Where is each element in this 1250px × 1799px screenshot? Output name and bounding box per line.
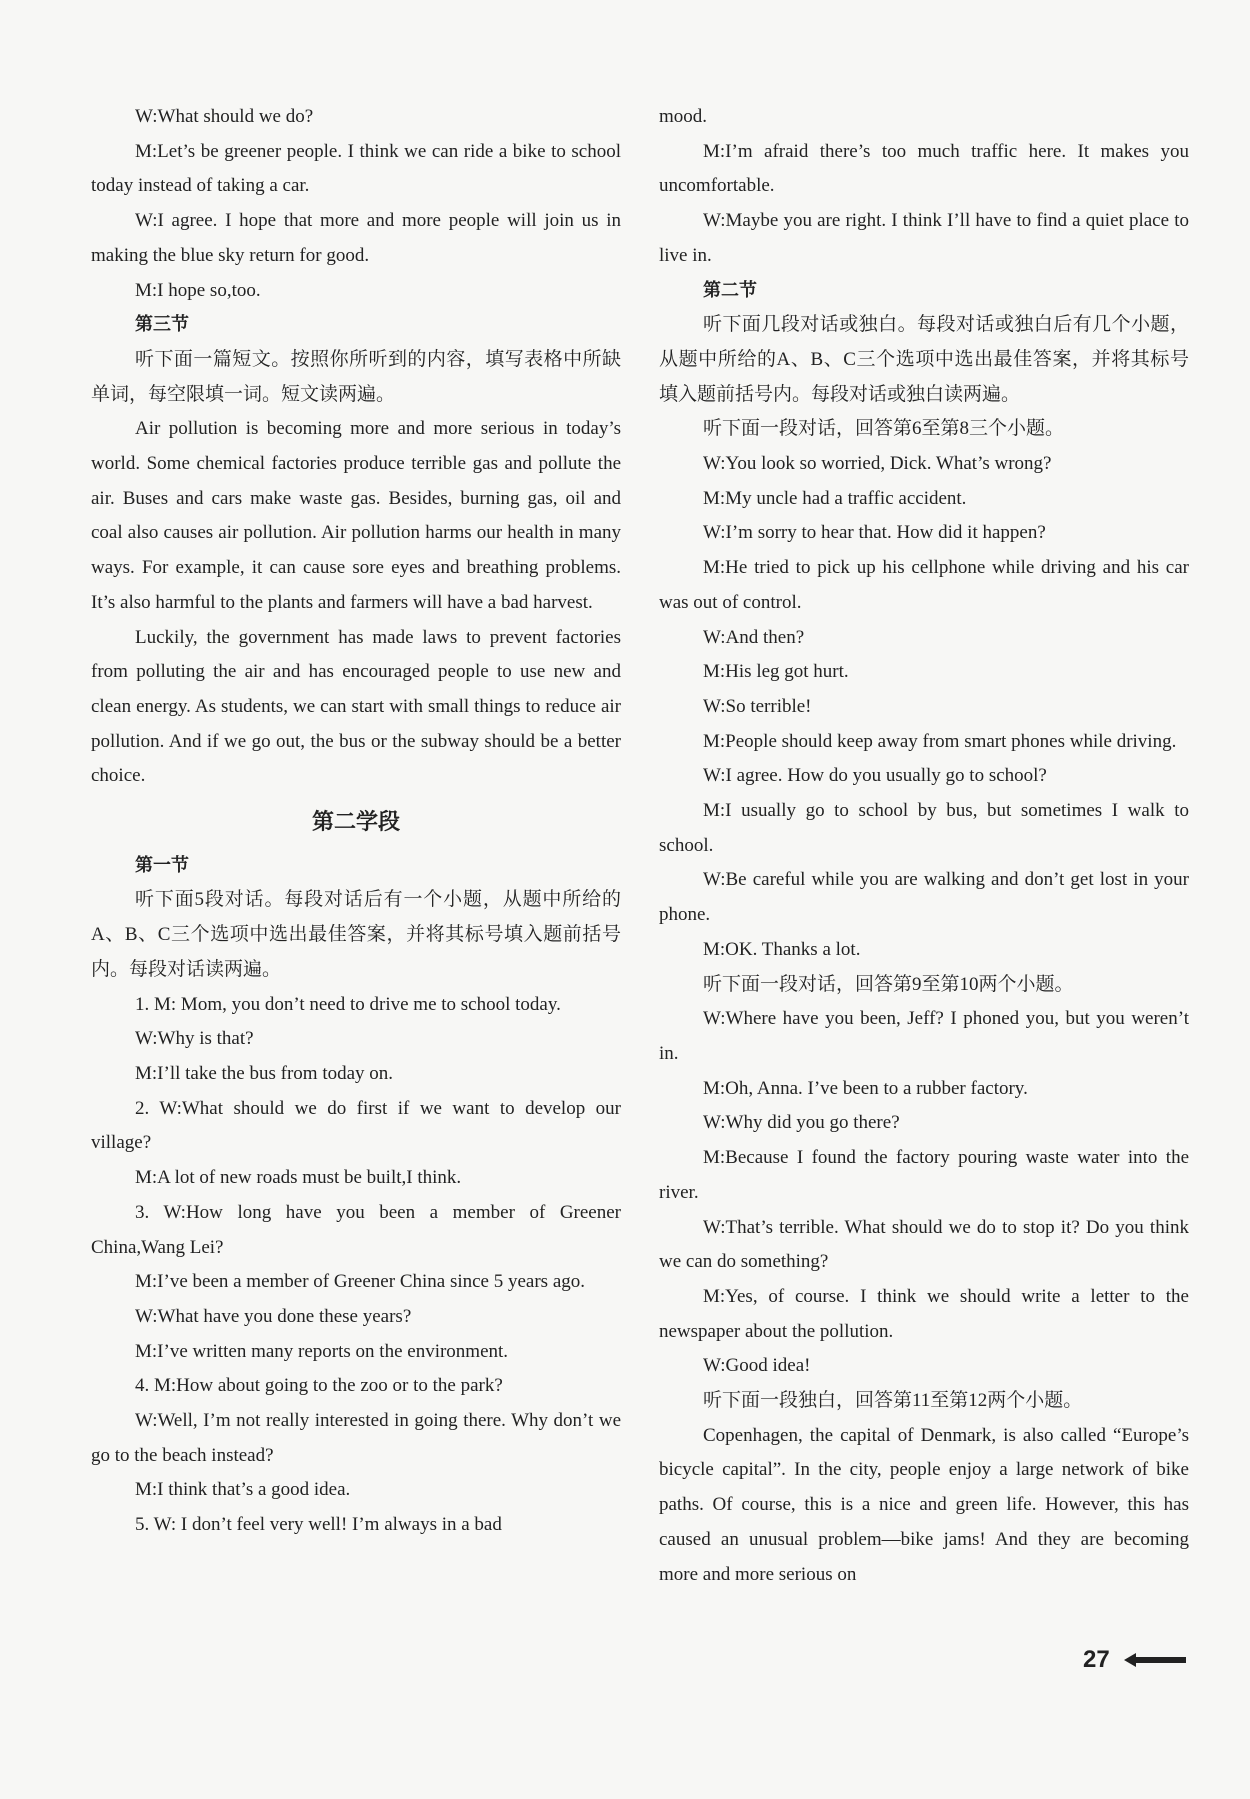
paragraph: W:Where have you been, Jeff? I phoned you, but you weren’t in.: [659, 1008, 1189, 1064]
paragraph: M:I hope so,too.: [135, 279, 261, 301]
paragraph: W:What have you done these years?: [135, 1305, 412, 1327]
section-heading: 第一节: [135, 854, 189, 876]
section-heading: 第二节: [703, 279, 757, 301]
paragraph: M:His leg got hurt.: [703, 661, 849, 683]
paragraph: 听下面一段对话，回答第6至第8三个小题。: [703, 418, 1065, 440]
paragraph: 听下面一段独白，回答第11至第12两个小题。: [703, 1390, 1083, 1412]
paragraph: M:People should keep away from smart phones while driving.: [703, 730, 1177, 752]
right-column: [659, 100, 1189, 1592]
paragraph: M:I’ve been a member of Greener China since 5 years ago.: [135, 1271, 586, 1293]
paragraph: mood.: [659, 106, 708, 127]
paragraph: W:Well, I’m not really interested in going there. Why don’t we go to the beach instead?: [91, 1410, 621, 1466]
paragraph: 听下面一段对话，回答第9至第10两个小题。: [703, 973, 1074, 995]
left-arrow-icon: [1124, 1653, 1186, 1667]
paragraph: M:I think that’s a good idea.: [135, 1479, 351, 1501]
paragraph: M:I usually go to school by bus, but sometimes I walk to school.: [659, 800, 1189, 856]
paragraph: 2. W:What should we do first if we want to develop our village?: [91, 1097, 621, 1154]
paragraph: W:I agree. I hope that more and more people will join us in making the blue sky return for good.: [91, 210, 621, 266]
paragraph: W:You look so worried, Dick. What’s wrong?: [703, 453, 1052, 475]
paragraph: M:A lot of new roads must be built,I think.: [135, 1167, 462, 1189]
paragraph: W:Why did you go there?: [703, 1112, 900, 1134]
page-number: 27: [1083, 1646, 1110, 1673]
paragraph: Copenhagen, the capital of Denmark, is also called “Europe’s bicycle capital”. In the city, people enjoy a large network of bike paths. Of course, this is a nice and green life. However, this has caused an unusual problem—bike jams! And they are becoming more and more serious on: [659, 1424, 1189, 1585]
paragraph: 4. M:How about going to the zoo or to the park?: [135, 1375, 503, 1397]
paragraph: M:Let’s be greener people. I think we can ride a bike to school today instead of taking a car.: [91, 140, 621, 197]
paragraph: W:I agree. How do you usually go to school?: [703, 765, 1047, 787]
paragraph: M:I’ll take the bus from today on.: [135, 1062, 394, 1084]
paragraph: M:Oh, Anna. I’ve been to a rubber factory.: [703, 1077, 1028, 1099]
paragraph: 听下面一篇短文。按照你所听到的内容，填写表格中所缺单词，每空限填一词。短文读两遍。: [91, 348, 621, 405]
paragraph: M:OK. Thanks a lot.: [703, 938, 861, 960]
paragraph: M:My uncle had a traffic accident.: [703, 487, 967, 509]
paragraph: M:I’ve written many reports on the environment.: [135, 1340, 509, 1362]
paragraph: W:I’m sorry to hear that. How did it happen?: [703, 522, 1046, 544]
paragraph: 5. W: I don’t feel very well! I’m always in a bad: [135, 1514, 502, 1536]
paragraph: M:Yes, of course. I think we should write a letter to the newspaper about the pollution.: [659, 1285, 1189, 1342]
paragraph: W:And then?: [703, 626, 805, 648]
paragraph: W:That’s terrible. What should we do to stop it? Do you think we can do something?: [659, 1216, 1189, 1273]
paragraph: M:I’m afraid there’s too much traffic here. It makes you uncomfortable.: [659, 140, 1189, 197]
paragraph: W:Maybe you are right. I think I’ll have to find a quiet place to live in.: [659, 210, 1189, 266]
paragraph: 听下面几段对话或独白。每段对话或独白后有几个小题，从题中所给的A、B、C三个选项中选出最佳答案，并将其标号填入题前括号内。每段对话或独白读两遍。: [659, 314, 1189, 405]
paragraph: W:What should we do?: [135, 106, 314, 127]
paragraph: M:Because I found the factory pouring waste water into the river.: [659, 1147, 1189, 1203]
left-column: [91, 100, 621, 1543]
paragraph: W:Good idea!: [703, 1355, 811, 1377]
paragraph: W:Be careful while you are walking and don’t get lost in your phone.: [659, 869, 1189, 926]
paragraph: 听下面5段对话。每段对话后有一个小题，从题中所给的A、B、C三个选项中选出最佳答案，并将其标号填入题前括号内。每段对话读两遍。: [91, 889, 621, 980]
paragraph: W:Why is that?: [135, 1028, 254, 1050]
paragraph: Luckily, the government has made laws to prevent factories from polluting the air and has encouraged people to use new and clean energy. As students, we can start with small things to reduce air pollution. And if we go out, the bus or the subway should be a better choice.: [91, 626, 621, 787]
part-title: 第二学段: [311, 810, 400, 836]
paragraph: Air pollution is becoming more and more serious in today’s world. Some chemical factories produce terrible gas and pollute the air. Buses and cars make waste gas. Besides, burning gas, oil and coal also causes air pollution. Air pollution harms our health in many ways. For example, it can cause sore eyes and breathing problems. It’s also harmful to the plants and farmers will have a bad harvest.: [91, 418, 621, 613]
paragraph: 3. W:How long have you been a member of Greener China,Wang Lei?: [91, 1201, 621, 1258]
section-heading: 第三节: [135, 314, 189, 336]
paragraph: 1. M: Mom, you don’t need to drive me to school today.: [135, 993, 561, 1015]
paragraph: W:So terrible!: [703, 695, 812, 717]
paragraph: M:He tried to pick up his cellphone while driving and his car was out of control.: [659, 557, 1189, 613]
